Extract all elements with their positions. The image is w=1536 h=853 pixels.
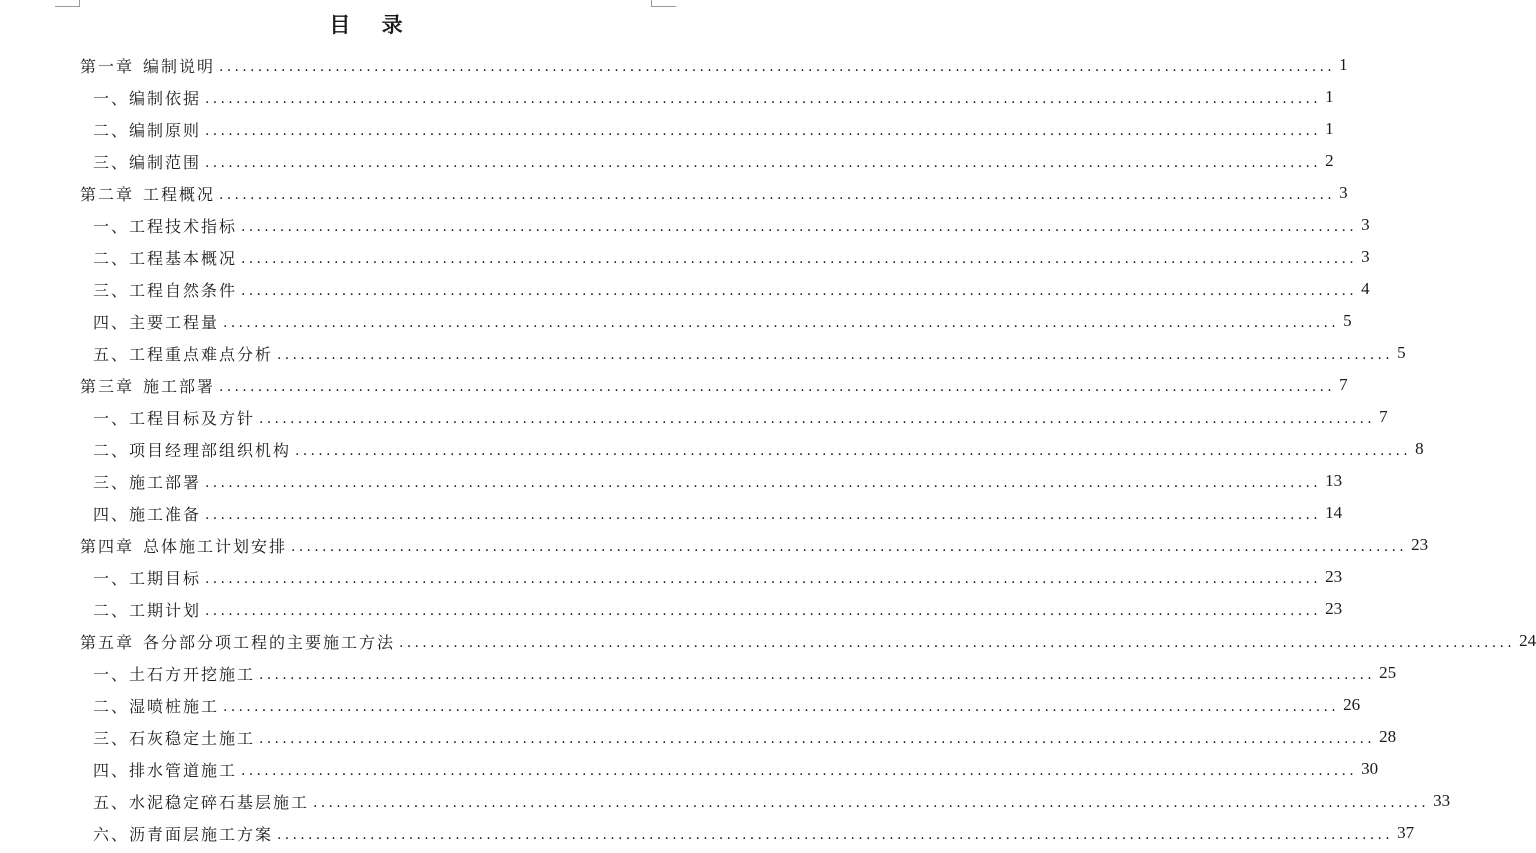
toc-entry-page-number: 5 — [1343, 311, 1352, 330]
toc-entry-title: 石灰稳定土施工 — [129, 728, 256, 748]
toc-dot-leader: ................................................................................................................................................ — [205, 507, 1322, 523]
toc-entry-title: 工程自然条件 — [129, 280, 238, 300]
toc-entry-number: 四、 — [93, 312, 130, 332]
toc-entry-title: 水泥稳定碎石基层施工 — [129, 792, 310, 812]
toc-entry[interactable] — [80, 337, 1406, 369]
toc-entry-page-number: 26 — [1343, 695, 1361, 714]
toc-entry-page-number: 7 — [1339, 375, 1348, 394]
toc-entry-number: 五、 — [93, 792, 130, 812]
toc-dot-leader: ................................................................................................................................................ — [277, 347, 1394, 363]
toc-entry-page-number: 8 — [1415, 439, 1424, 458]
toc-dot-leader: ................................................................................................................................................ — [241, 283, 1358, 299]
toc-entry[interactable] — [80, 721, 1397, 753]
toc-entry-number: 三、 — [93, 728, 130, 748]
toc-dot-leader: ................................................................................................................................................ — [399, 635, 1516, 651]
toc-entry-number: 五、 — [93, 344, 130, 364]
toc-dot-leader: ................................................................................................................................................ — [219, 59, 1336, 75]
toc-dot-leader: ................................................................................................................................................ — [295, 443, 1412, 459]
toc-entry-number: 一、 — [93, 408, 130, 428]
toc-entry-page-number: 23 — [1411, 535, 1429, 554]
toc-entry-page-number: 1 — [1325, 119, 1334, 138]
toc-entry-page-number: 23 — [1325, 599, 1343, 618]
toc-entry-title: 工程重点难点分析 — [129, 344, 274, 364]
toc-entry-number: 一、 — [93, 568, 130, 588]
toc-entry-title: 沥青面层施工方案 — [129, 824, 274, 844]
toc-entry[interactable] — [80, 145, 1334, 177]
toc-dot-leader: ................................................................................................................................................ — [277, 827, 1394, 843]
toc-entry-title: 编制依据 — [129, 88, 202, 108]
toc-entry-page-number: 1 — [1339, 55, 1348, 74]
toc-dot-leader: ................................................................................................................................................ — [205, 155, 1322, 171]
toc-entry-page-number: 5 — [1397, 343, 1406, 362]
toc-dot-leader: ................................................................................................................................................ — [205, 91, 1322, 107]
toc-entry-title: 主要工程量 — [129, 312, 220, 332]
toc-entry-number: 二、 — [93, 600, 130, 620]
toc-entry[interactable] — [80, 529, 1429, 561]
toc-entry[interactable] — [80, 593, 1343, 625]
toc-entry-number: 一、 — [93, 88, 130, 108]
toc-entry-page-number: 14 — [1325, 503, 1343, 522]
toc-dot-leader: ................................................................................................................................................ — [291, 539, 1408, 555]
toc-entry[interactable] — [80, 689, 1361, 721]
toc-entry-title: 编制范围 — [129, 152, 202, 172]
toc-entry-number: 一、 — [93, 216, 130, 236]
toc-entry-number: 二、 — [93, 440, 130, 460]
toc-entry-page-number: 4 — [1361, 279, 1370, 298]
toc-entry[interactable] — [80, 625, 1536, 657]
toc-entry-number: 二、 — [93, 120, 130, 140]
toc-entry[interactable] — [80, 49, 1348, 81]
toc-dot-leader: ................................................................................................................................................ — [241, 251, 1358, 267]
toc-dot-leader: ................................................................................................................................................ — [223, 315, 1340, 331]
toc-entry-title: 编制原则 — [129, 120, 202, 140]
toc-dot-leader: ................................................................................................................................................ — [205, 123, 1322, 139]
toc-dot-leader: ................................................................................................................................................ — [219, 187, 1336, 203]
toc-entry-number: 三、 — [93, 152, 130, 172]
toc-entry-title: 工程概况 — [143, 184, 216, 204]
toc-entry-page-number: 13 — [1325, 471, 1343, 490]
toc-entry-number: 第五章 — [80, 632, 135, 652]
toc-entry-page-number: 37 — [1397, 823, 1415, 842]
toc-entry-number: 三、 — [93, 280, 130, 300]
toc-entry-title: 各分部分项工程的主要施工方法 — [143, 632, 396, 652]
toc-entry-title: 湿喷桩施工 — [129, 696, 220, 716]
toc-entry-number: 一、 — [93, 664, 130, 684]
toc-entry-page-number: 24 — [1519, 631, 1536, 650]
toc-dot-leader: ................................................................................................................................................ — [241, 219, 1358, 235]
toc-dot-leader: ................................................................................................................................................ — [205, 571, 1322, 587]
toc-entry-title: 工期计划 — [129, 600, 202, 620]
toc-dot-leader: ................................................................................................................................................ — [259, 731, 1376, 747]
toc-dot-leader: ................................................................................................................................................ — [241, 763, 1358, 779]
toc-entry[interactable] — [80, 177, 1348, 209]
toc-entry-number: 第三章 — [80, 376, 135, 396]
toc-entry-number: 二、 — [93, 696, 130, 716]
toc-entry[interactable] — [80, 81, 1334, 113]
toc-entry[interactable] — [80, 113, 1334, 145]
toc-entry[interactable] — [80, 209, 1370, 241]
toc-entry-page-number: 2 — [1325, 151, 1334, 170]
toc-entry-title: 土石方开挖施工 — [129, 664, 256, 684]
toc-entry-title: 总体施工计划安排 — [143, 536, 288, 556]
toc-entry[interactable] — [80, 433, 1424, 465]
toc-entry[interactable] — [80, 753, 1379, 785]
toc-entry-title: 项目经理部组织机构 — [129, 440, 292, 460]
page-corner-mark-left — [55, 0, 80, 7]
toc-entry[interactable] — [80, 305, 1352, 337]
toc-entry[interactable] — [80, 497, 1343, 529]
toc-entry[interactable] — [80, 401, 1388, 433]
toc-entry-page-number: 28 — [1379, 727, 1397, 746]
toc-entry-number: 第一章 — [80, 56, 135, 76]
toc-entry-page-number: 33 — [1433, 791, 1451, 810]
toc-entry-title: 工程目标及方针 — [129, 408, 256, 428]
toc-entry[interactable] — [80, 785, 1451, 817]
toc-title: 目 录 — [329, 12, 415, 37]
toc-entry-number: 第二章 — [80, 184, 135, 204]
toc-entry-number: 三、 — [93, 472, 130, 492]
toc-entry[interactable] — [80, 369, 1348, 401]
toc-entry[interactable] — [80, 465, 1343, 497]
toc-entry-title: 编制说明 — [143, 56, 216, 76]
toc-entry-page-number: 3 — [1361, 247, 1370, 266]
toc-dot-leader: ................................................................................................................................................ — [205, 603, 1322, 619]
toc-entry-title: 工期目标 — [129, 568, 202, 588]
toc-dot-leader: ................................................................................................................................................ — [205, 475, 1322, 491]
toc-entry[interactable] — [80, 273, 1370, 305]
toc-entry-number: 四、 — [93, 760, 130, 780]
toc-entry-number: 四、 — [93, 504, 130, 524]
toc-entry[interactable] — [80, 657, 1397, 689]
toc-entry-page-number: 7 — [1379, 407, 1388, 426]
toc-entry-number: 第四章 — [80, 536, 135, 556]
toc-entry-number: 六、 — [93, 824, 130, 844]
toc-entry-title: 施工准备 — [129, 504, 202, 524]
toc-entry[interactable] — [80, 241, 1370, 273]
toc-entry-title: 排水管道施工 — [129, 760, 238, 780]
toc-entry-page-number: 3 — [1361, 215, 1370, 234]
toc-entry-title: 施工部署 — [129, 472, 202, 492]
toc-entry-title: 施工部署 — [143, 376, 216, 396]
page-corner-mark-right — [651, 0, 676, 7]
toc-dot-leader: ................................................................................................................................................ — [223, 699, 1340, 715]
toc-entry-title: 工程技术指标 — [129, 216, 238, 236]
toc-entry-page-number: 23 — [1325, 567, 1343, 586]
toc-entry-page-number: 25 — [1379, 663, 1397, 682]
toc-dot-leader: ................................................................................................................................................ — [313, 795, 1430, 811]
toc-dot-leader: ................................................................................................................................................ — [259, 667, 1376, 683]
toc-entry-title: 工程基本概况 — [129, 248, 238, 268]
toc-entry-page-number: 30 — [1361, 759, 1379, 778]
toc-dot-leader: ................................................................................................................................................ — [259, 411, 1376, 427]
toc-entry-page-number: 1 — [1325, 87, 1334, 106]
toc-entry[interactable] — [80, 817, 1415, 849]
toc-dot-leader: ................................................................................................................................................ — [219, 379, 1336, 395]
toc-entry-number: 二、 — [93, 248, 130, 268]
toc-entry[interactable] — [80, 561, 1343, 593]
toc-entry-page-number: 3 — [1339, 183, 1348, 202]
